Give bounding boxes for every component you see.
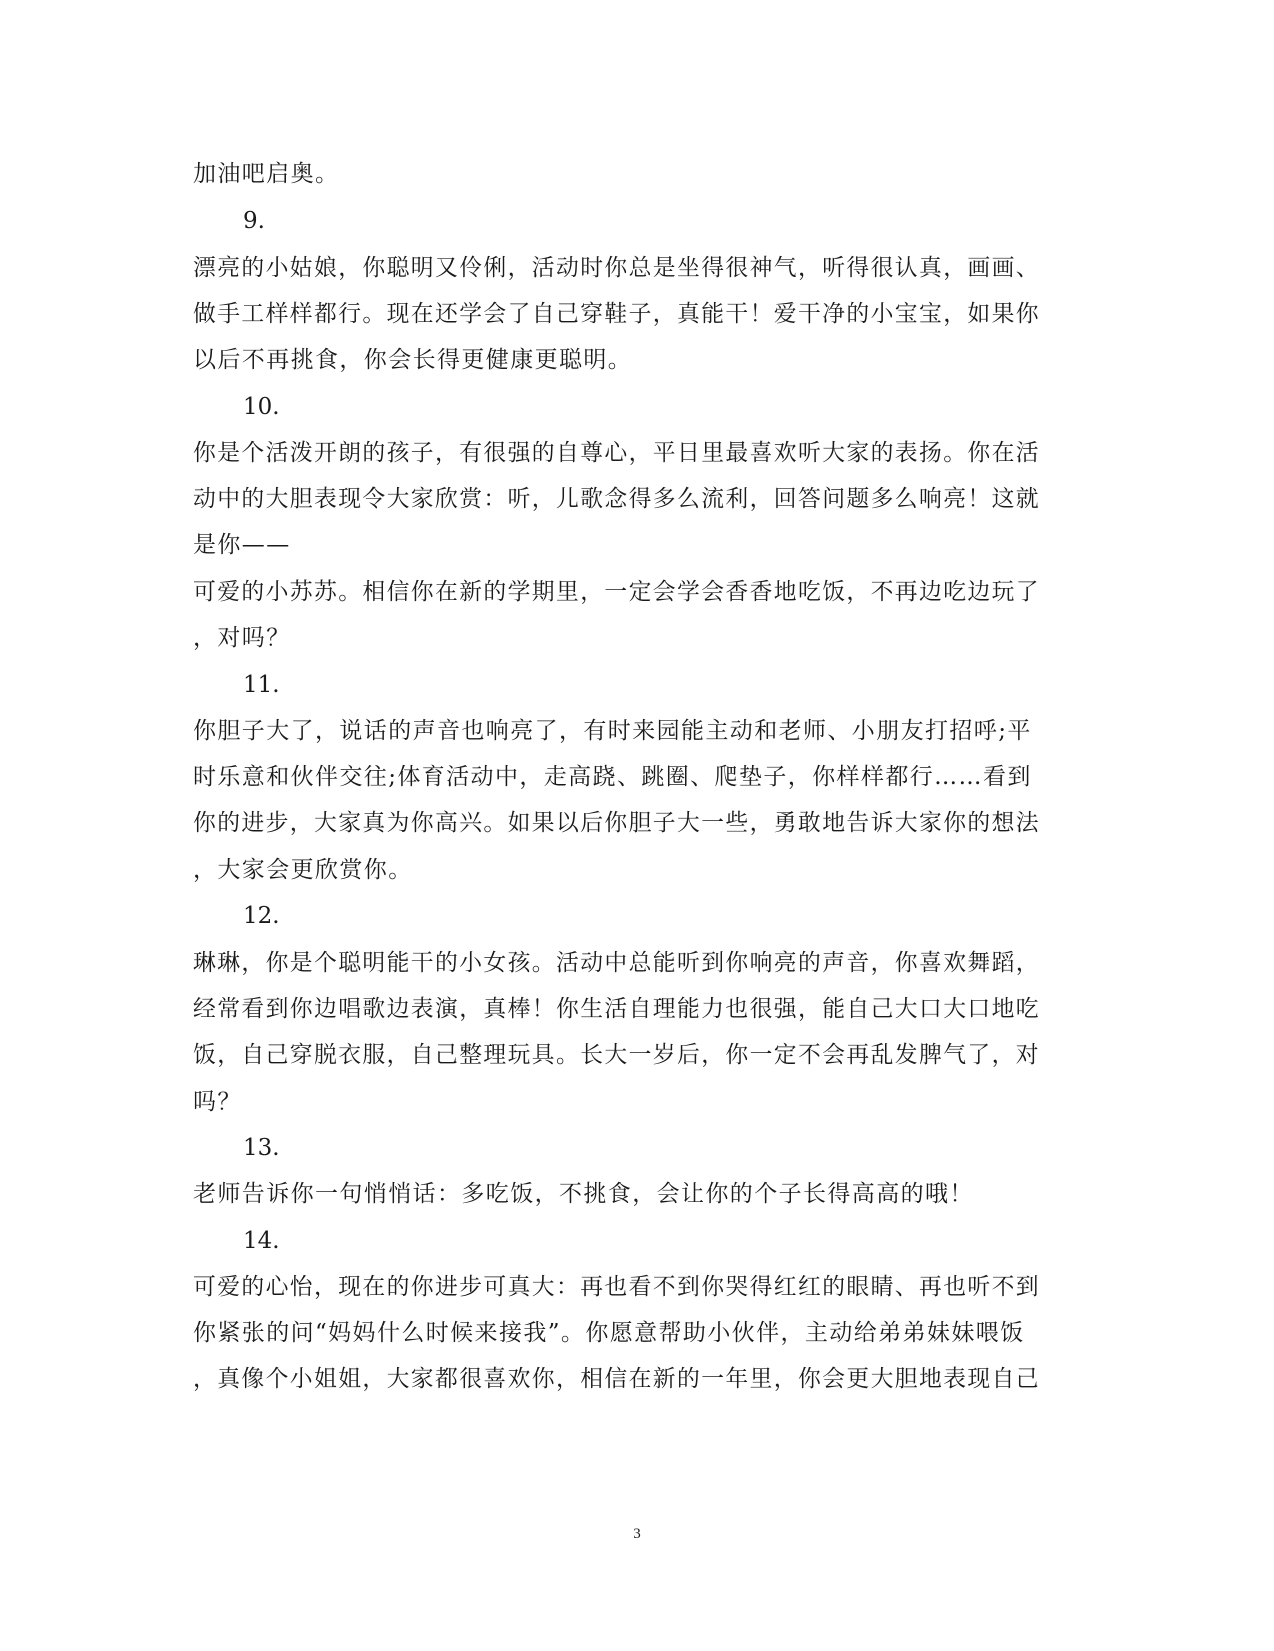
text-line: 漂亮的小姑娘，你聪明又伶俐，活动时你总是坐得很神气，听得很认真，画画、	[193, 255, 1040, 281]
page-number: 3	[633, 1526, 641, 1542]
text-line: 老师告诉你一句悄悄话：多吃饭，不挑食，会让你的个子长得高高的哦！	[193, 1181, 974, 1207]
item-number: 14.	[243, 1228, 280, 1254]
item-number: 10.	[243, 394, 280, 420]
text-line: 饭，自己穿脱衣服，自己整理玩具。长大一岁后，你一定不会再乱发脾气了，对	[193, 1042, 1040, 1068]
item-number: 9.	[243, 208, 265, 234]
text-line: 经常看到你边唱歌边表演，真棒！你生活自理能力也很强，能自己大口大口地吃	[193, 996, 1040, 1022]
item-number: 13.	[243, 1135, 280, 1161]
text-line: 时乐意和伙伴交往;体育活动中，走高跷、跳圈、爬垫子，你样样都行……看到	[193, 764, 1032, 790]
text-line: 你胆子大了，说话的声音也响亮了，有时来园能主动和老师、小朋友打招呼;平	[193, 718, 1032, 744]
item-number: 11.	[243, 672, 280, 698]
text-line: ，大家会更欣赏你。	[193, 857, 413, 883]
text-line: 以后不再挑食，你会长得更健康更聪明。	[193, 347, 633, 373]
text-line: 加油吧启奥。	[193, 161, 340, 187]
text-line: 做手工样样都行。现在还学会了自己穿鞋子，真能干！爱干净的小宝宝，如果你	[193, 301, 1040, 327]
text-line: 你是个活泼开朗的孩子，有很强的自尊心，平日里最喜欢听大家的表扬。你在活	[193, 440, 1040, 466]
text-line: ，对吗？	[193, 625, 291, 651]
text-line: 可爱的小苏苏。相信你在新的学期里，一定会学会香香地吃饭，不再边吃边玩了	[193, 579, 1040, 605]
text-line: 琳琳，你是个聪明能干的小女孩。活动中总能听到你响亮的声音，你喜欢舞蹈，	[193, 950, 1040, 976]
text-line: 可爱的心怡，现在的你进步可真大：再也看不到你哭得红红的眼睛、再也听不到	[193, 1274, 1040, 1300]
text-line: 吗？	[193, 1089, 242, 1115]
text-line: ，真像个小姐姐，大家都很喜欢你，相信在新的一年里，你会更大胆地表现自己	[193, 1366, 1040, 1392]
item-number: 12.	[243, 903, 280, 929]
text-line: 你的进步，大家真为你高兴。如果以后你胆子大一些，勇敢地告诉大家你的想法	[193, 810, 1040, 836]
text-line: 是你——	[193, 532, 291, 558]
text-line: 动中的大胆表现令大家欣赏：听，儿歌念得多么流利，回答问题多么响亮！这就	[193, 486, 1040, 512]
text-line: 你紧张的问“妈妈什么时候来接我”。你愿意帮助小伙伴，主动给弟弟妹妹喂饭	[193, 1320, 1025, 1346]
